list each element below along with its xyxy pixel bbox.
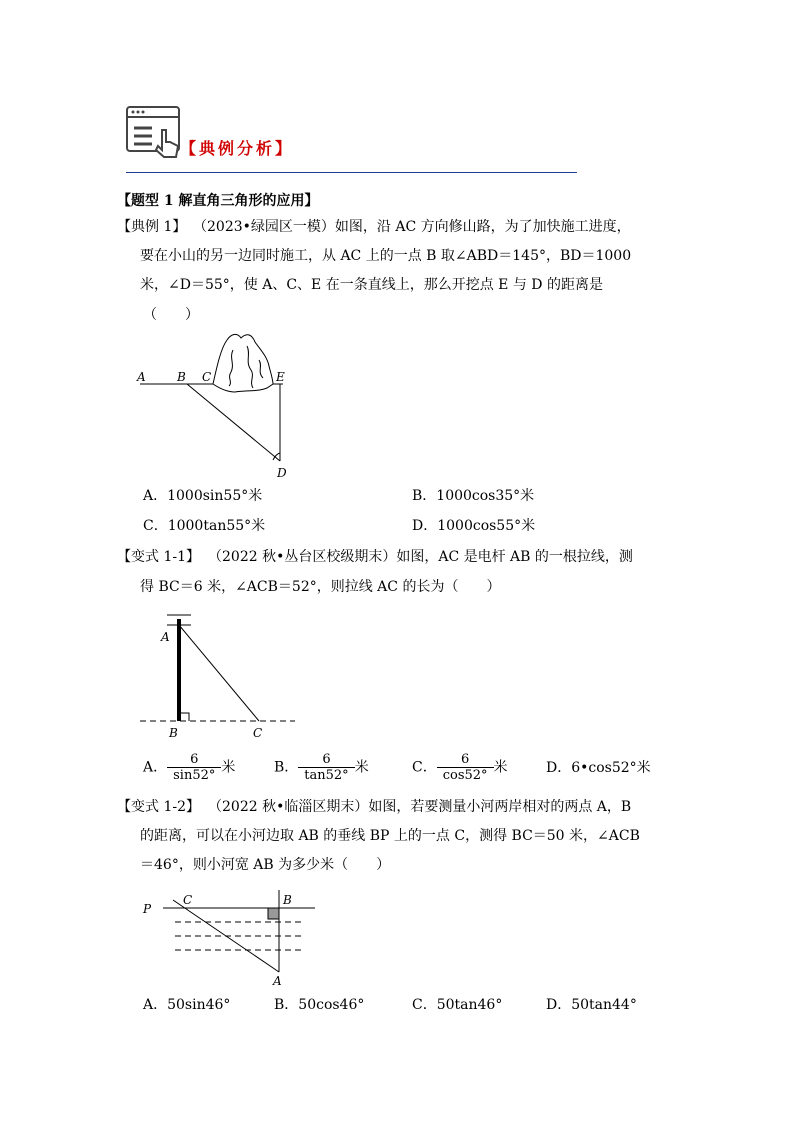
q2-option-b[interactable]: B． $\frac{6}{\tan 52^\circ}$ 米 <box>274 752 369 783</box>
document-pointer-icon <box>126 106 182 158</box>
right-angle-mark <box>181 713 189 721</box>
q2-option-a[interactable]: A． $\frac{6}{\sin 52^\circ}$ 米 <box>143 752 236 783</box>
label-a: A <box>273 974 282 988</box>
q2-option-c[interactable]: C． $\frac{6}{\cos 52^\circ}$ 米 <box>412 752 508 783</box>
q1-label: 【典例 1】 <box>117 219 187 235</box>
label-c: C <box>202 370 212 384</box>
label-b: B <box>169 726 178 740</box>
q3-option-d[interactable]: D．50tan44° <box>546 997 637 1013</box>
q2-text-line1: （2022 秋•丛台区校级期末）如图，AC 是电杆 AB 的一根拉线，测 <box>208 549 633 565</box>
q2-pole-figure <box>135 607 300 742</box>
q3-text-line2: 的距离，可以在小河边取 AB 的垂线 BP 上的一点 C，测得 BC＝50 米，∠ACB <box>140 828 640 844</box>
q1-text-line2: 要在小山的另一边同时施工，从 AC 上的一点 B 取∠ABD＝145°，BD＝1000 <box>140 248 632 264</box>
q1-text-line1: （2023•绿园区一模）如图，沿 AC 方向修山路，为了加快施工进度， <box>193 219 631 235</box>
label-c: C <box>183 893 193 907</box>
q1-text-line4: （ ） <box>143 307 199 323</box>
q1-option-b[interactable]: B．1000cos35°米 <box>412 488 535 504</box>
label-p: P <box>143 902 152 916</box>
q3-option-c[interactable]: C．50tan46° <box>412 997 503 1013</box>
q1-option-a[interactable]: A．1000sin55°米 <box>143 488 263 504</box>
header-rule <box>126 172 577 173</box>
q3-label: 【变式 1-2】 <box>117 799 200 815</box>
label-a: A <box>137 370 146 384</box>
q1-mountain-figure <box>135 326 300 486</box>
mountain-shape <box>213 334 273 392</box>
q2-label: 【变式 1-1】 <box>117 549 200 565</box>
q3-option-b[interactable]: B．50cos46° <box>274 997 365 1013</box>
wire-ac <box>179 625 259 721</box>
label-a: A <box>161 630 170 644</box>
right-angle-mark <box>268 908 279 919</box>
q1-text-line3: 米，∠D＝55°，使 A、C、E 在一条直线上，那么开挖点 E 与 D 的距离是 <box>140 277 603 293</box>
q3-text-line3: ＝46°，则小河宽 AB 为多少米（ ） <box>140 857 391 873</box>
q3-river-figure <box>135 884 325 990</box>
label-c: C <box>253 726 263 740</box>
topic-title: 【题型 1 解直角三角形的应用】 <box>117 193 319 209</box>
label-e: E <box>276 370 285 384</box>
q3-text-line1: （2022 秋•临淄区期末）如图，若要测量小河两岸相对的两点 A，B <box>208 799 632 815</box>
line-bd <box>187 384 280 461</box>
label-b: B <box>177 370 186 384</box>
q2-text-line2: 得 BC＝6 米，∠ACB＝52°，则拉线 AC 的长为（ ） <box>140 579 501 595</box>
q1-option-c[interactable]: C．1000tan55°米 <box>143 518 266 534</box>
q1-option-d[interactable]: D．1000cos55°米 <box>412 518 536 534</box>
label-d: D <box>277 466 287 480</box>
q3-option-a[interactable]: A．50sin46° <box>143 997 231 1013</box>
q2-option-d[interactable]: D．6•cos52°米 <box>546 760 651 776</box>
label-b: B <box>283 893 292 907</box>
section-header-title: 【典例分析】 <box>180 139 295 158</box>
